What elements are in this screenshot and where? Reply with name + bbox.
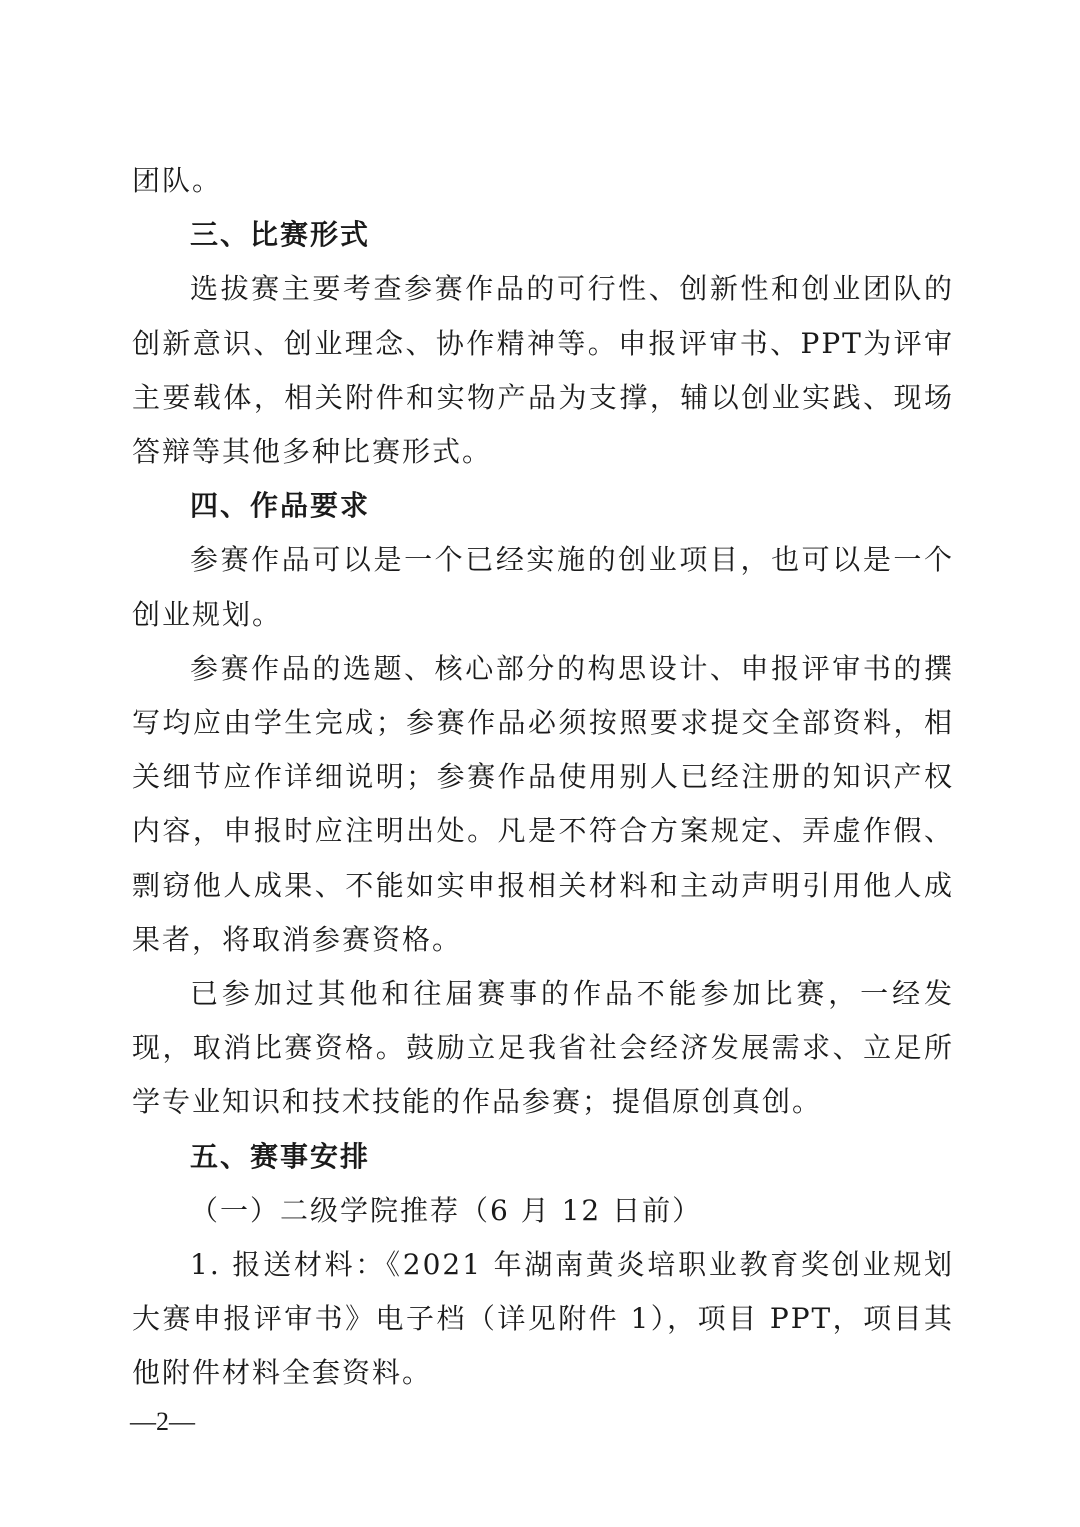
section-5-subheading: （一）二级学院推荐（6 月 12 日前） — [190, 1193, 703, 1227]
document-body — [132, 154, 954, 1401]
continuation-text: 团队。 — [132, 164, 223, 197]
page-number: —2— — [130, 1407, 195, 1436]
section-3-paragraph: 选拔赛主要考查参赛作品的可行性、创新性和创业团队的创新意识、创业理念、协作精神等。申报评审书、PPT为评审主要载体，相关附件和实物产品为支撑，辅以创业实践、现场答辩等其他多种比赛形式。 — [132, 272, 954, 469]
section-4-paragraph-1: 参赛作品可以是一个已经实施的创业项目，也可以是一个创业规划。 — [132, 543, 954, 631]
section-4-paragraph-2: 参赛作品的选题、核心部分的构思设计、申报评审书的撰写均应由学生完成；参赛作品必须按照要求提交全部资料，相关细节应作详细说明；参赛作品使用别人已经注册的知识产权内容，申报时应注明出处。凡是不符合方案规定、弄虚作假、剽窃他人成果、不能如实申报相关材料和主动声明引用他人成果者，将取消参赛资格。 — [132, 651, 954, 956]
section-3-heading: 三、比赛形式 — [190, 218, 371, 252]
section-5-heading: 五、赛事安排 — [190, 1139, 371, 1173]
section-5-item-1: 1. 报送材料：《2021 年湖南黄炎培职业教育奖创业规划大赛申报评审书》电子档（详见附件 1），项目 PPT，项目其他附件材料全套资料。 — [132, 1248, 954, 1390]
section-4-paragraph-3: 已参加过其他和往届赛事的作品不能参加比赛，一经发现，取消比赛资格。鼓励立足我省社会经济发展需求、立足所学专业知识和技术技能的作品参赛；提倡原创真创。 — [132, 977, 954, 1119]
section-4-heading: 四、作品要求 — [190, 489, 371, 523]
